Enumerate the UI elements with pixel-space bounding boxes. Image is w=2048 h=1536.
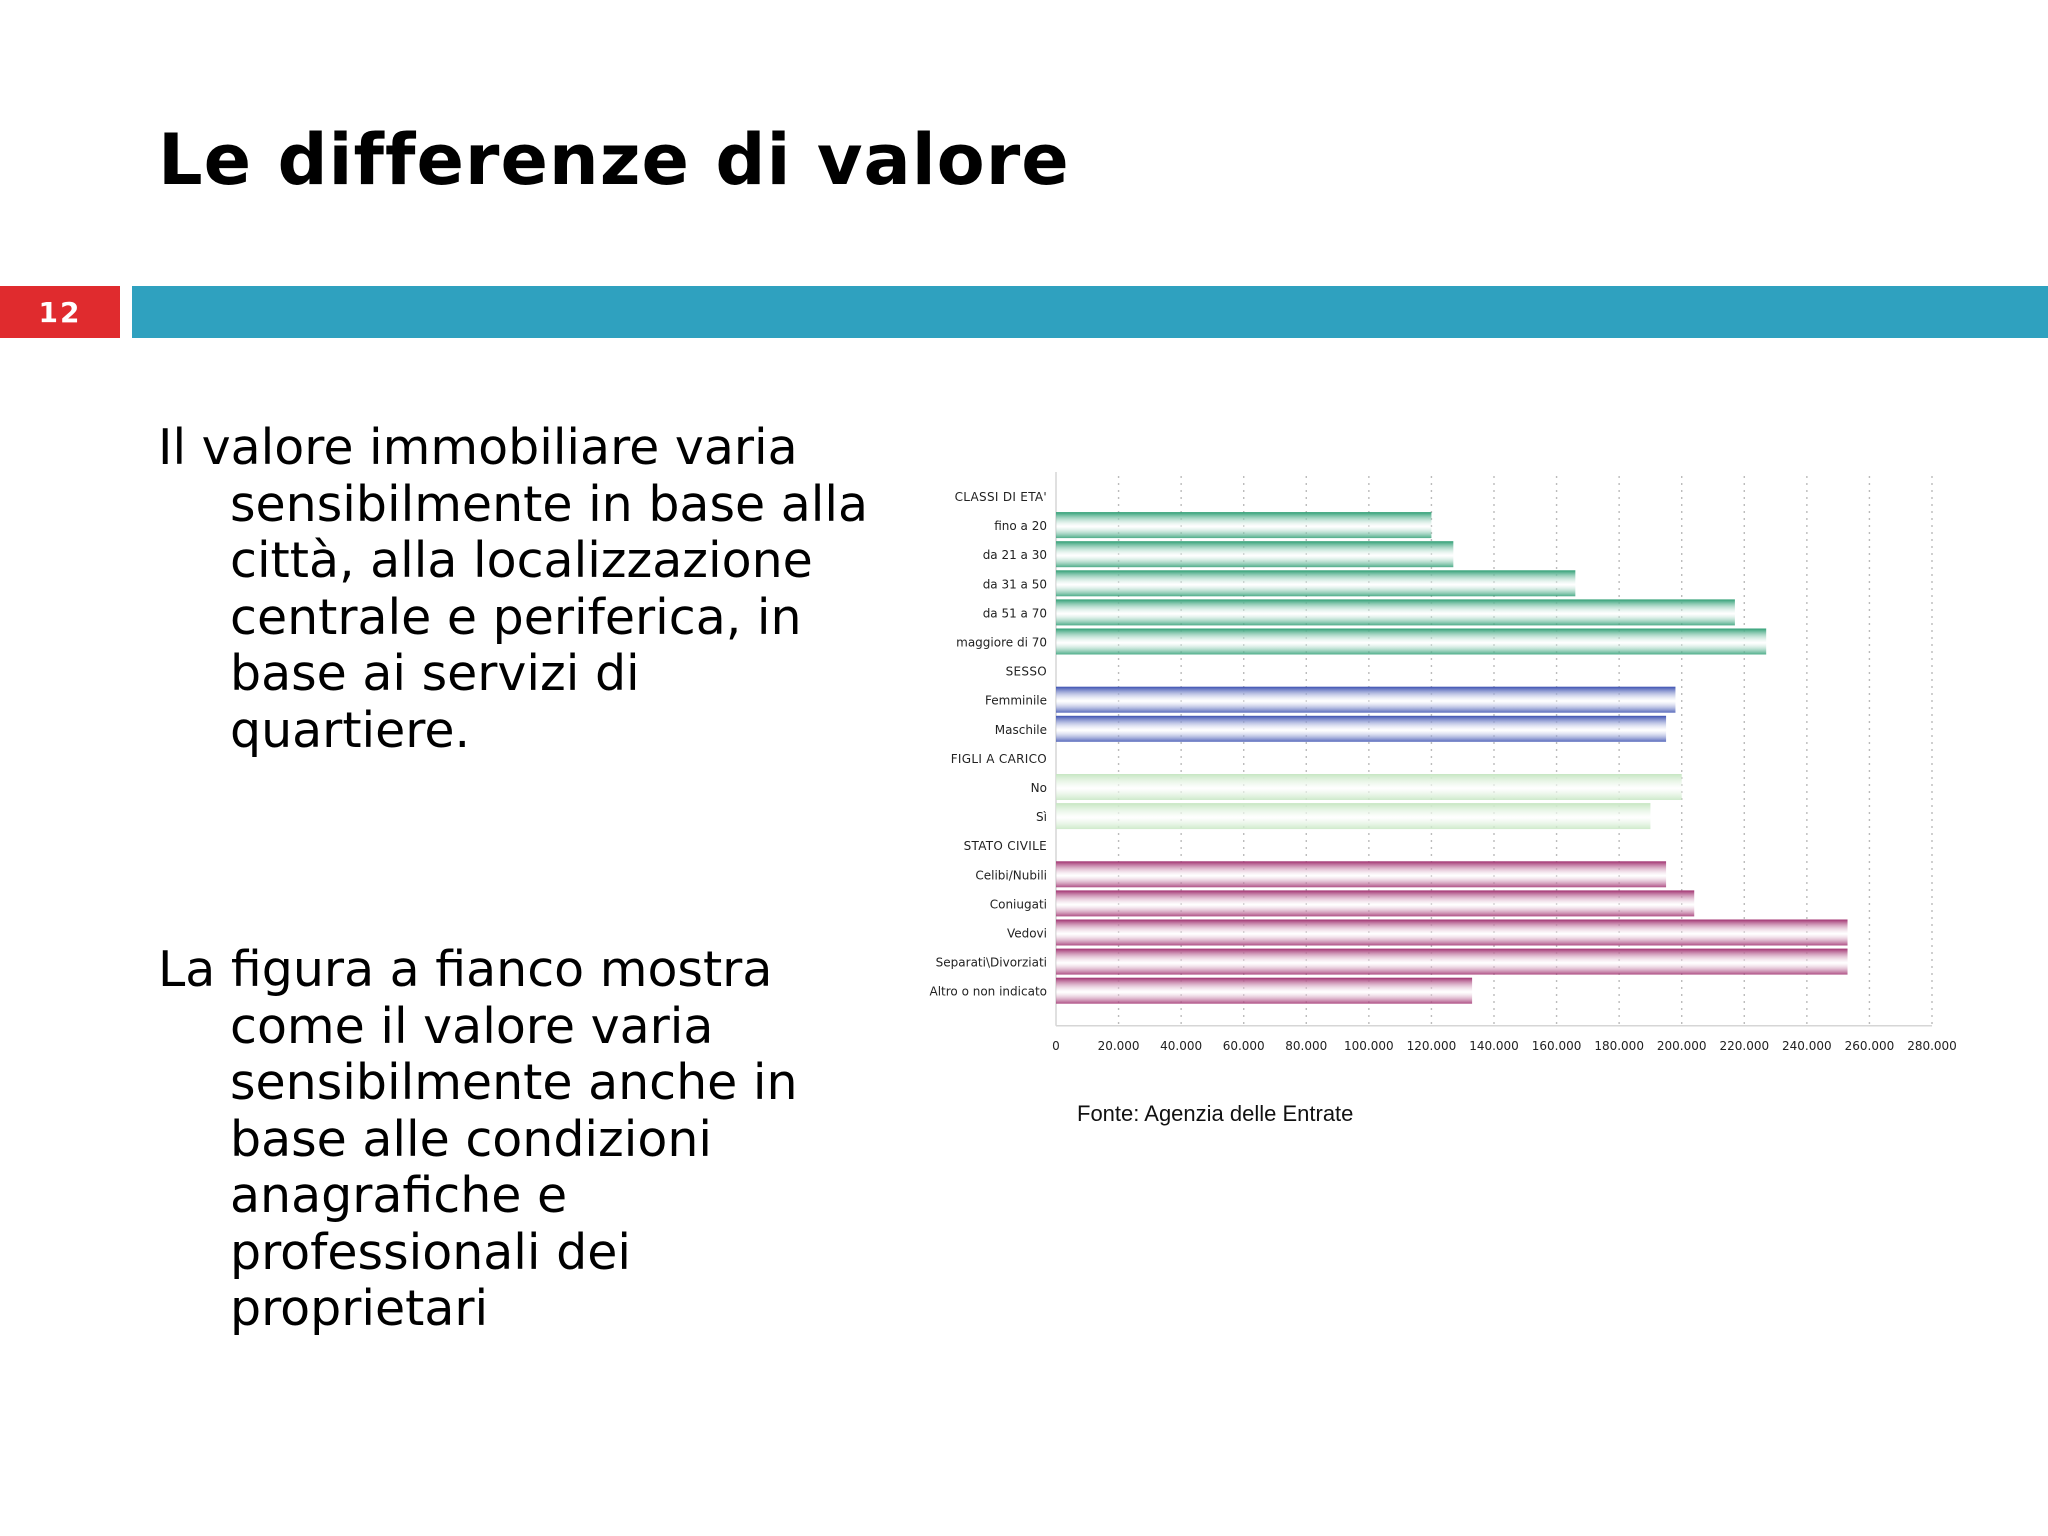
chart-source: Fonte: Agenzia delle Entrate — [1077, 1101, 1354, 1126]
category-label: da 21 a 30 — [982, 548, 1047, 563]
bar — [1056, 803, 1650, 829]
x-tick-label: 220.000 — [1719, 1038, 1770, 1050]
category-label: fino a 20 — [994, 519, 1047, 534]
slide-title: Le differenze di valore — [158, 119, 1070, 201]
x-tick-label: 200.000 — [1656, 1038, 1707, 1050]
category-label: da 51 a 70 — [982, 606, 1047, 621]
bar — [1056, 599, 1735, 625]
bar — [1056, 541, 1453, 567]
x-tick-label: 160.000 — [1531, 1038, 1582, 1050]
x-tick-label: 60.000 — [1222, 1038, 1265, 1050]
category-label: Separati\Divorziati — [935, 955, 1047, 970]
category-label: Femminile — [985, 693, 1047, 708]
bar — [1056, 570, 1575, 596]
x-tick-label: 240.000 — [1782, 1038, 1832, 1050]
paragraph-figure-explanation: La figura a fianco mostra come il valore varia sensibilmente anche in base alle condizioni anagrafiche e professionali dei proprietari — [158, 941, 798, 1337]
category-label: Coniugati — [989, 897, 1047, 912]
header-band — [132, 286, 2048, 338]
x-tick-label: 100.000 — [1344, 1038, 1394, 1050]
category-label: Vedovi — [1006, 926, 1047, 941]
category-group-label: STATO CIVILE — [963, 839, 1047, 854]
category-group-label: CLASSI DI ETA' — [954, 490, 1047, 504]
slide-number: 12 — [0, 286, 120, 338]
horizontal-bar-chart — [920, 470, 1980, 1050]
x-tick-label: 20.000 — [1097, 1038, 1140, 1050]
category-label: da 31 a 50 — [982, 577, 1047, 592]
x-tick-label: 260.000 — [1844, 1038, 1895, 1050]
x-tick-label: 140.000 — [1469, 1038, 1519, 1050]
x-tick-label: 180.000 — [1594, 1038, 1644, 1050]
category-label: Maschile — [994, 722, 1047, 737]
category-label: maggiore di 70 — [956, 635, 1047, 650]
bar — [1056, 716, 1666, 742]
category-label: Altro o non indicato — [929, 984, 1047, 999]
bar — [1056, 861, 1666, 887]
category-label: Sì — [1036, 810, 1047, 825]
bar — [1056, 774, 1682, 800]
category-label: No — [1030, 781, 1047, 795]
x-tick-label: 80.000 — [1285, 1038, 1328, 1050]
paragraph-city-value: Il valore immobiliare varia sensibilmente in base alla città, alla localizzazione centrale e periferica, in base ai servizi di quartiere. — [158, 419, 868, 759]
x-tick-label: 0 — [1052, 1038, 1060, 1050]
x-tick-label: 280.000 — [1907, 1038, 1957, 1050]
x-tick-label: 40.000 — [1160, 1038, 1203, 1050]
bar — [1056, 978, 1472, 1004]
bar — [1056, 949, 1848, 975]
bar — [1056, 920, 1848, 946]
bar — [1056, 687, 1675, 713]
bar — [1056, 629, 1766, 655]
category-group-label: SESSO — [1005, 664, 1047, 679]
x-tick-label: 120.000 — [1406, 1038, 1457, 1050]
category-group-label: FIGLI A CARICO — [950, 751, 1047, 766]
bar — [1056, 512, 1431, 538]
bar — [1056, 890, 1694, 916]
category-label: Celibi/Nubili — [975, 868, 1047, 883]
